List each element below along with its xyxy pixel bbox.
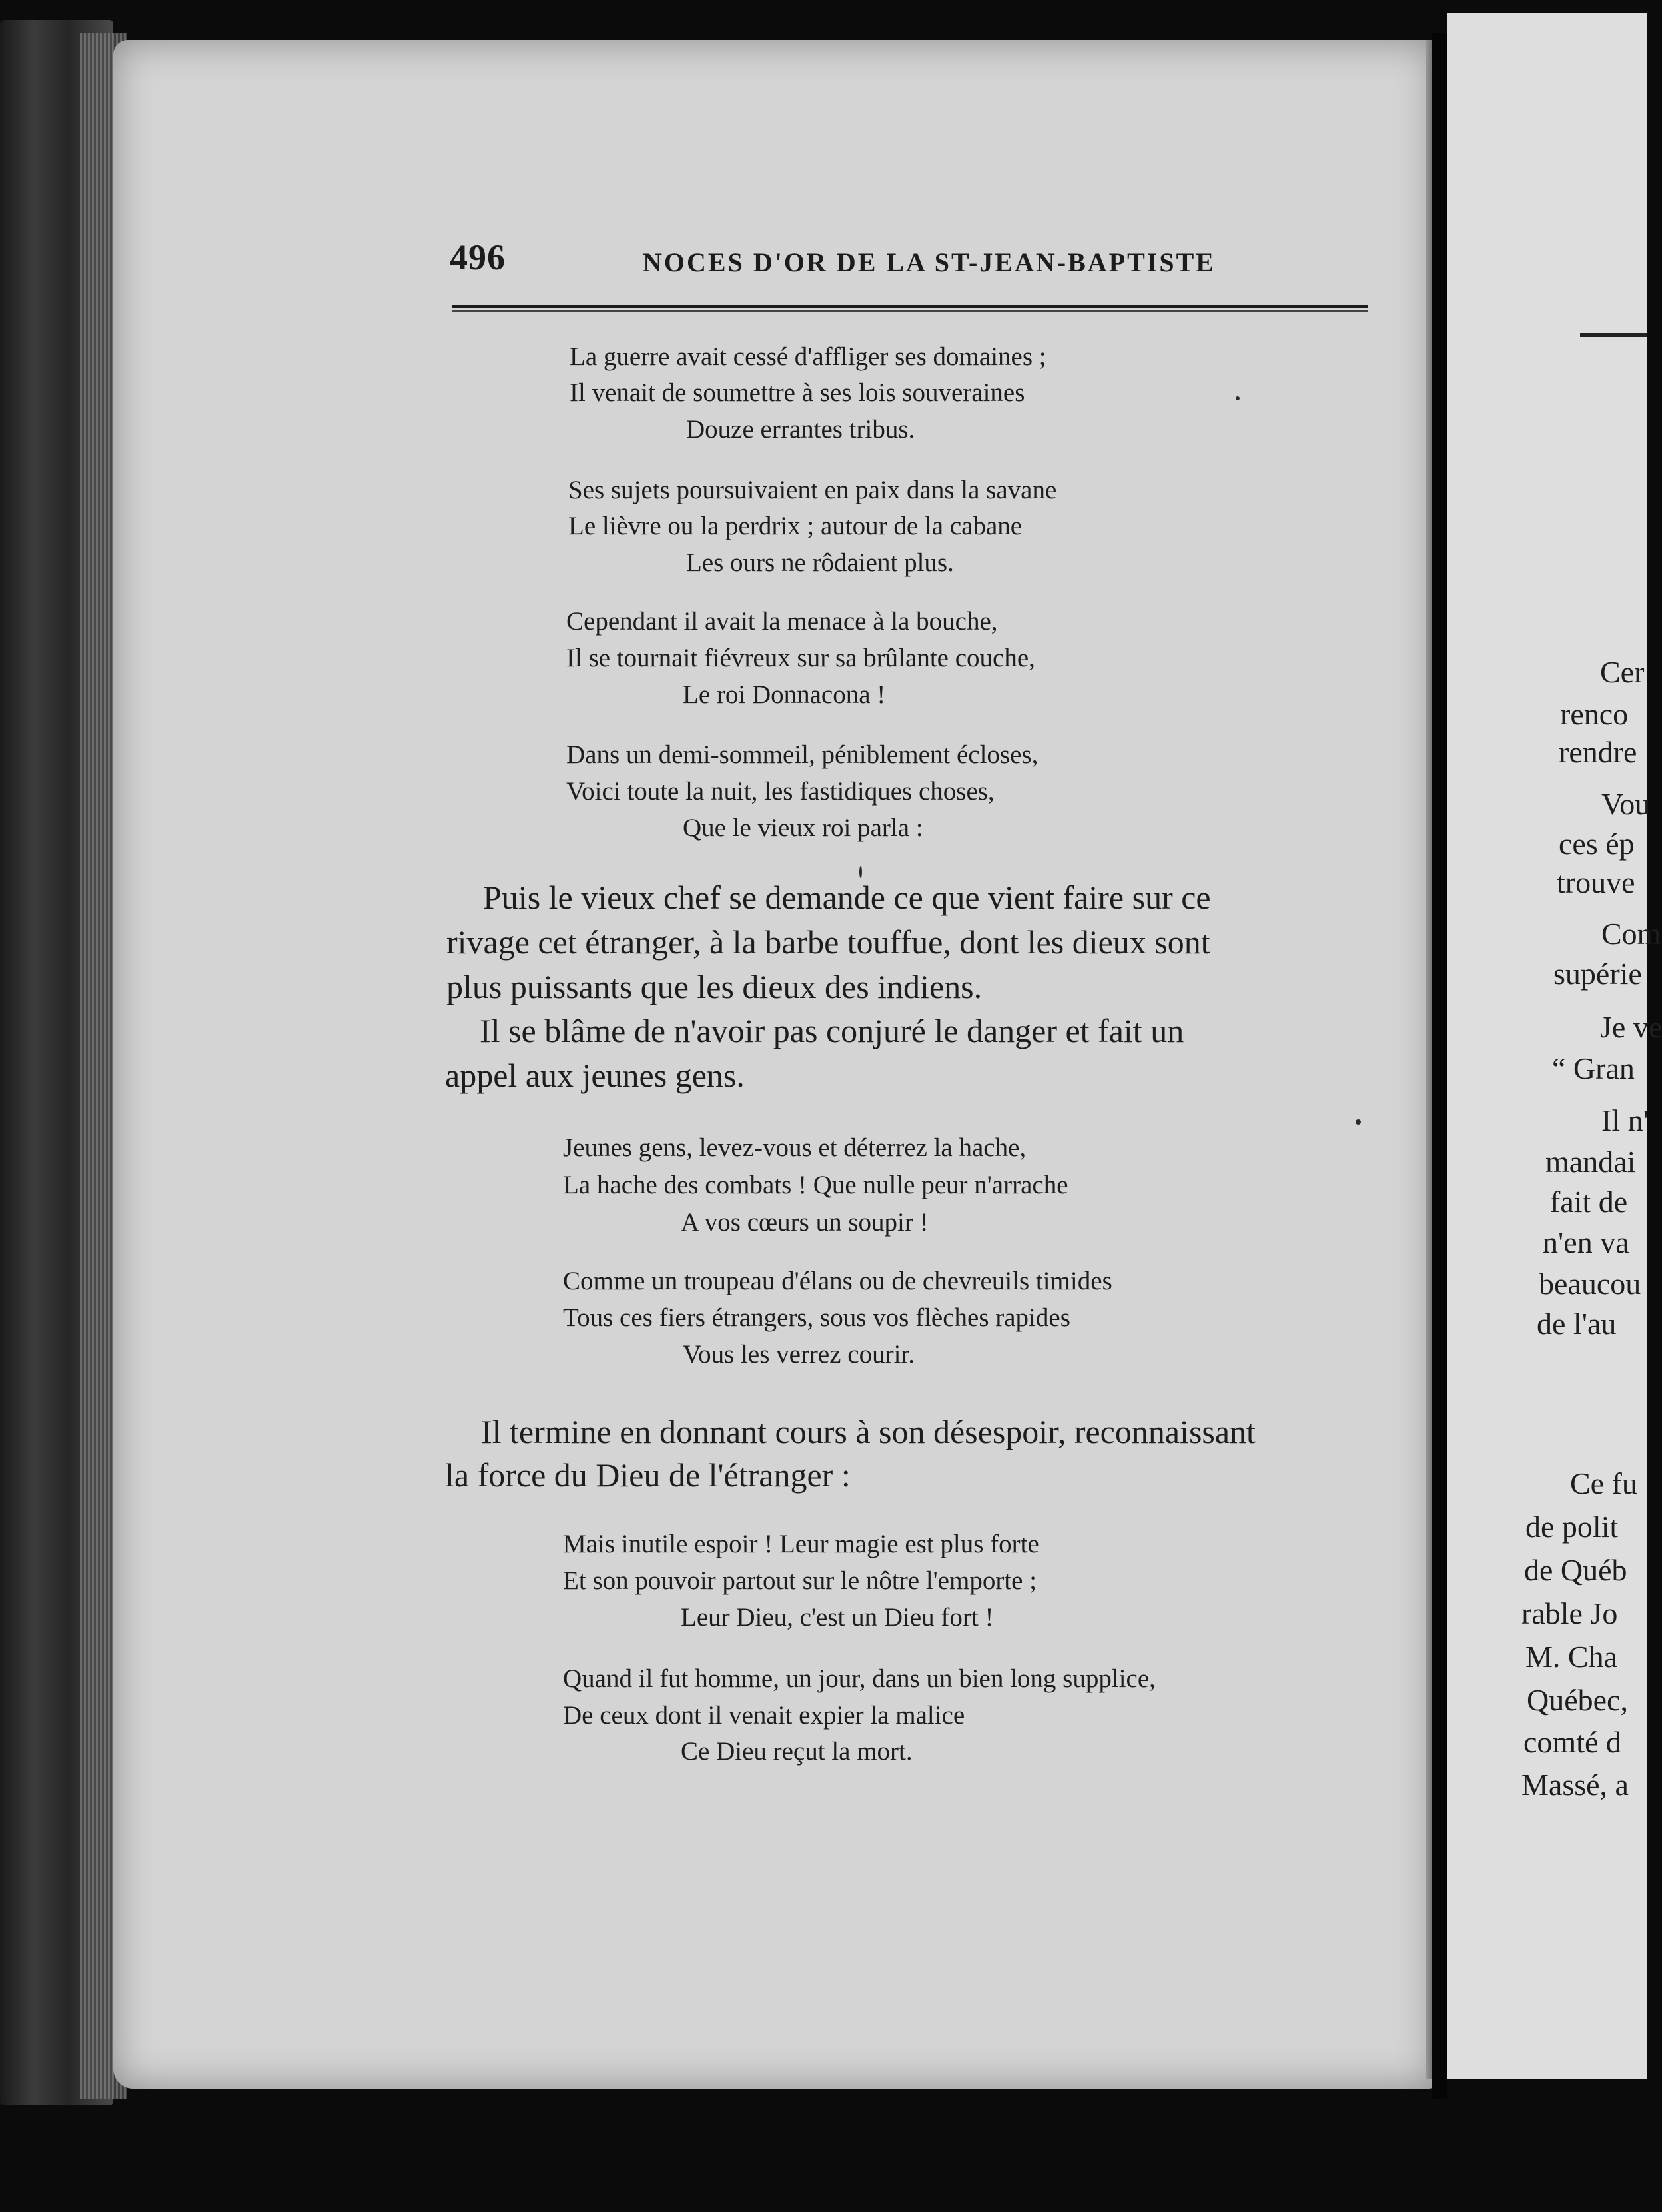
right-page [1447,13,1662,2079]
header-rule [452,305,1368,308]
right-fragment: de polit [1525,1510,1619,1544]
verse-line: Jeunes gens, levez-vous et déterrez la hache, [563,1133,1027,1162]
verse-line: Tous ces fiers étrangers, sous vos flèches rapides [563,1303,1070,1332]
right-fragment: n'en va [1543,1225,1629,1259]
right-fragment: “ Gran [1552,1051,1635,1085]
prose-line: rivage cet étranger, à la barbe touffue, dont les dieux sont [446,923,1210,961]
right-fragment: Cer [1600,655,1645,689]
verse-line: Voici toute la nuit, les fastidiques choses, [566,777,995,806]
book-gutter [1432,33,1447,2099]
right-fragment: mandai [1545,1145,1636,1179]
right-fragment: de Québ [1524,1553,1627,1587]
verse-line: Leur Dieu, c'est un Dieu fort ! [681,1603,994,1632]
right-fragment: M. Cha [1525,1640,1617,1674]
right-fragment: beaucou [1539,1267,1641,1301]
scan-speck [1356,1119,1361,1125]
header-rule-thin [452,310,1368,312]
right-fragment: Vou [1601,787,1651,821]
verse-line: Il venait de soumettre à ses lois souveraines [570,378,1025,407]
verse-line: Le lièvre ou la perdrix ; autour de la cabane [568,512,1023,540]
right-fragment: supérie [1553,957,1642,991]
verse-line: Douze errantes tribus. [686,415,915,444]
running-head: NOCES D'OR DE LA ST-JEAN-BAPTISTE [643,247,1216,277]
right-fragment: rable Jo [1521,1596,1618,1630]
verse-line: Cependant il avait la menace à la bouche, [566,607,998,636]
verse-line: De ceux dont il venait expier la malice [563,1701,965,1730]
verse-line: Il se tournait fiévreux sur sa brûlante couche, [566,644,1035,672]
prose-line: appel aux jeunes gens. [445,1057,745,1094]
verse-line: A vos cœurs un soupir ! [681,1208,929,1237]
right-fragment: Il n' [1601,1103,1649,1137]
right-fragment: rendre [1559,735,1637,769]
right-fragment: fait de [1550,1185,1628,1219]
verse-line: Le roi Donnacona ! [683,680,886,709]
right-fragment: de l'au [1537,1307,1617,1341]
scan-speck [1236,396,1240,400]
prose-line: plus puissants que les dieux des indiens. [446,968,983,1005]
verse-line: Comme un troupeau d'élans ou de chevreuils timides [563,1267,1112,1295]
scan-speck [859,866,862,878]
verse-line: Ce Dieu reçut la mort. [681,1737,913,1766]
verse-line: Dans un demi-sommeil, péniblement écloses, [566,740,1039,769]
right-fragment: Québec, [1527,1683,1628,1717]
right-fragment: Je ve [1600,1010,1662,1044]
verse-line: Quand il fut homme, un jour, dans un bien long supplice, [563,1664,1156,1693]
right-fragment: ces ép [1559,827,1635,861]
right-page-rule [1580,333,1647,337]
prose-line: Puis le vieux chef se demande ce que vient faire sur ce [483,879,1211,916]
right-fragment: Ce fu [1570,1466,1637,1500]
verse-line: Mais inutile espoir ! Leur magie est plus forte [563,1530,1039,1558]
right-fragment: Com [1601,917,1661,951]
prose-line: Il termine en donnant cours à son désespoir, reconnaissant [481,1413,1256,1450]
verse-line: Les ours ne rôdaient plus. [686,548,954,577]
right-fragment: trouve [1557,865,1635,899]
verse-line: La hache des combats ! Que nulle peur n'arrache [563,1171,1068,1199]
verse-line: Vous les verrez courir. [683,1340,915,1369]
right-fragment: renco [1560,697,1629,731]
prose-line: la force du Dieu de l'étranger : [445,1456,851,1494]
verse-line: Ses sujets poursuivaient en paix dans la savane [568,476,1057,504]
right-fragment: Massé, a [1521,1768,1629,1802]
prose-line: Il se blâme de n'avoir pas conjuré le danger et fait un [480,1012,1184,1049]
right-fragment: comté d [1523,1725,1621,1759]
verse-line: Que le vieux roi parla : [683,814,923,842]
verse-line: La guerre avait cessé d'affliger ses domaines ; [570,342,1046,371]
verse-line: Et son pouvoir partout sur le nôtre l'emporte ; [563,1566,1037,1595]
page-number: 496 [450,237,506,277]
